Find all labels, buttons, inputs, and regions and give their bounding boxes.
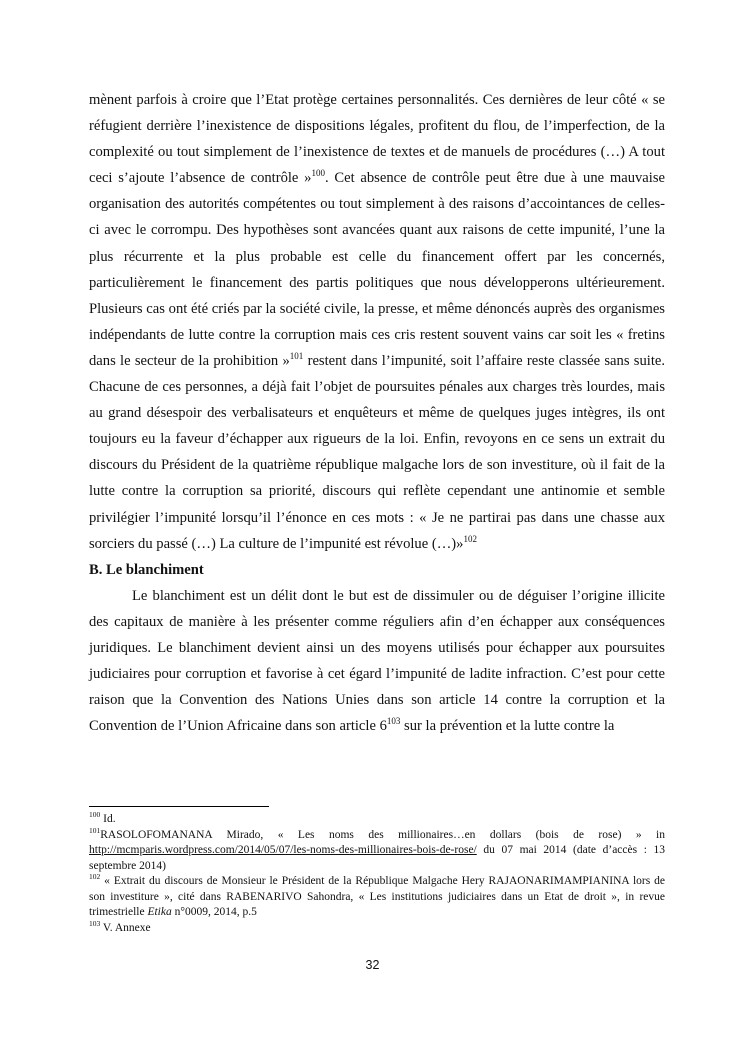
footnote-text: n°0009, 2014, p.5 <box>171 906 257 918</box>
footnote-ref-102[interactable]: 102 <box>463 533 477 544</box>
footnote-text: « Extrait du discours de Monsieur le Président de la République Malgache Hery RAJAONARIMAMPIANINA lors de son investiture », cité dans RABENARIVO Sahondra, « Les institutions judiciaires dans un Etat de droit », in revue trimestrielle <box>89 875 665 918</box>
paragraph-blanchiment <box>89 583 665 740</box>
paragraph-text: sur la prévention et la lutte contre la <box>400 718 615 735</box>
paragraph-text: restent dans l’impunité, soit l’affaire reste classée sans suite. Chacune de ces personnes, a déjà fait l’objet de poursuites pénales aux charges très lourdes, mais au grand désespoir des verbalisateurs et enquêteurs et même de quelques juges intègres, ils ont toujours eu la faveur d’échapper aux rigueurs de la loi. Enfin, revoyons en ce sens un extrait du discours du Président de la quatrième république malgache lors de son investiture, où il fait de la lutte contre la corruption sa priorité, discours qui reflète cependant une antinomie et semble privilégier l’impunité lorsqu’il l’énonce en ces mots : « Je ne partirai pas dans une chasse aux sorciers du passé (…) La culture de l’impunité est révolue (…)» <box>89 352 665 552</box>
footnote-text: Id. <box>100 813 116 825</box>
paragraph-text: . Cet absence de contrôle peut être due à une mauvaise organisation des autorités compétentes ou tout simplement à des raisons d’accointances de celles-ci avec le corrompu. Des hypothèses sont avancées quant aux raisons de cette impunité, l’une la plus récurrente et la plus probable est celle du financement offert par les concernés, particulièrement le financement des partis politiques que nous développerons ultérieurement. Plusieurs cas ont été criés par la société civile, la presse, et même dénoncés auprès des organismes indépendants de lutte contre la corruption mais ces cris restent souvent vains car soit les « fretins dans le secteur de la prohibition » <box>89 170 665 369</box>
page-number: 32 <box>365 958 380 972</box>
footnote-ref-101[interactable]: 101 <box>289 351 304 362</box>
footnote-number: 102 <box>89 872 101 882</box>
footnote-text: du 07 mai 2014 (date d’accès : 13 septembre 2014) <box>89 844 665 872</box>
footnotes <box>89 812 665 936</box>
footnote-102 <box>89 874 665 921</box>
footnote-text: V. Annexe <box>100 921 151 934</box>
footnote-number: 103 <box>89 918 101 928</box>
footnote-100 <box>89 812 665 828</box>
journal-title: Etika <box>147 906 172 918</box>
footnote-101 <box>89 825 665 875</box>
footnote-ref-100[interactable]: 100 <box>311 168 325 179</box>
footnote-text: RASOLOFOMANANA Mirado, « Les noms des millionaires…en dollars (bois de rose) » in <box>100 828 665 841</box>
footnote-number: 101 <box>89 825 101 835</box>
paragraph-text: mènent parfois à croire que l’Etat protège certaines personnalités. Ces dernières de leur côté « se réfugient derrière l’inexistence de dispositions légales, profitent du flou, de l’imperfection, de la complexité ou tout simplement de l’inexistence de textes et de manuels de procédures (…) A tout ceci s’ajoute l’absence de contrôle » <box>89 92 665 187</box>
footnote-separator <box>89 806 269 807</box>
footnote-number: 100 <box>89 810 101 820</box>
footnote-link[interactable]: http://mcmparis.wordpress.com/2014/05/07/les-noms-des-millionaires-bois-de-rose/ <box>89 844 477 856</box>
paragraph-text: Le blanchiment est un délit dont le but est de dissimuler ou de déguiser l’origine illicite des capitaux de manière à les présenter comme réguliers afin d’en échapper aux conséquences juridiques. Le blanchiment devient ainsi un des moyens utilisés pour échapper aux poursuites judiciaires pour corruption et favorise à cet égard l’impunité de ladite infraction. C’est pour cette raison que la Convention des Nations Unies dans son article 14 contre la corruption et la Convention de l’Union Africaine dans son article 6 <box>89 587 665 735</box>
section-heading: B. Le blanchiment <box>89 561 204 578</box>
body-text <box>89 87 665 739</box>
paragraph-impunity <box>89 87 665 557</box>
footnote-103 <box>89 918 665 937</box>
footnote-ref-103[interactable]: 103 <box>386 716 401 727</box>
